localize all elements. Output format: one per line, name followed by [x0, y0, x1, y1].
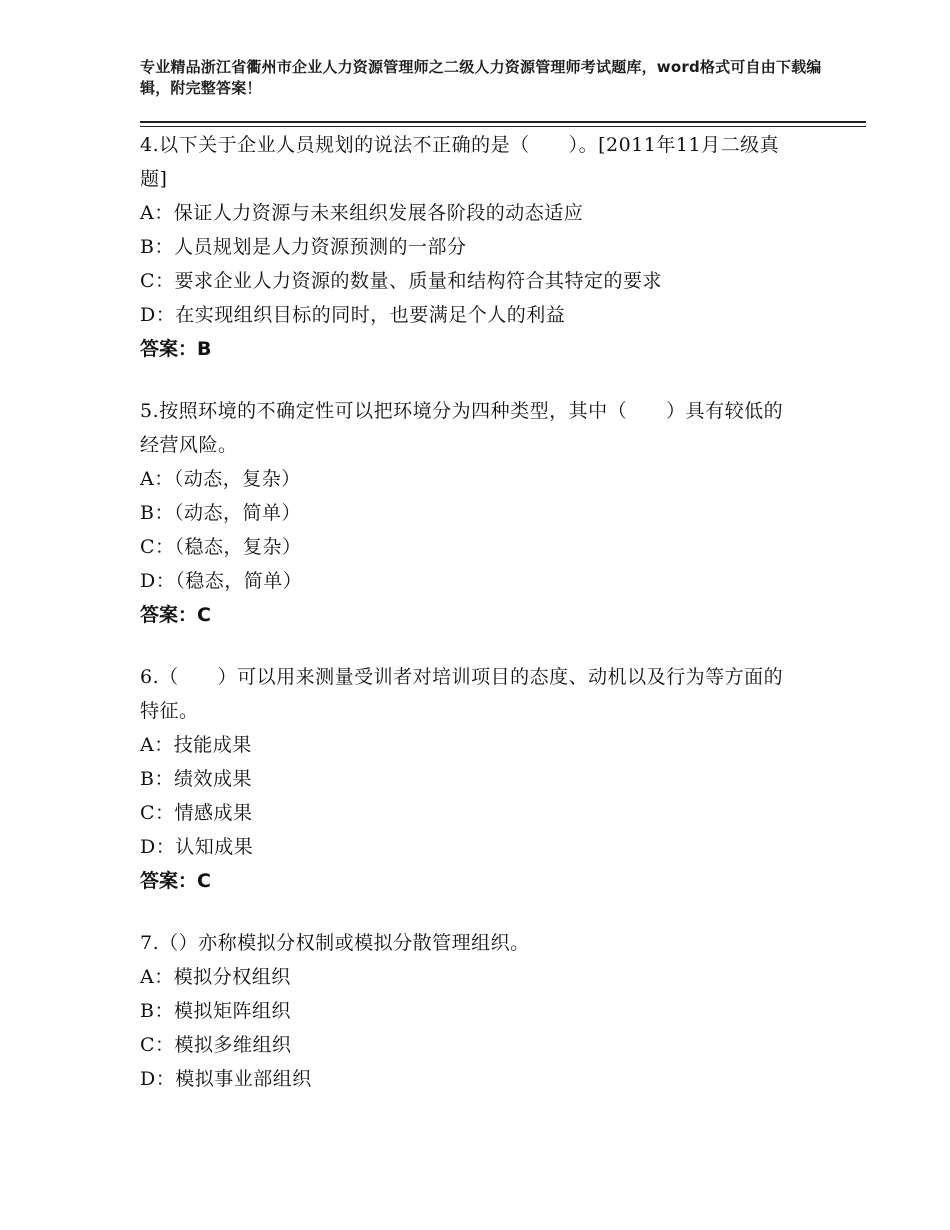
- question-6: [140, 660, 800, 898]
- option-d: D：（稳态，简单）: [140, 570, 303, 592]
- option-a: A：保证人力资源与未来组织发展各阶段的动态适应: [140, 202, 584, 224]
- option-d: D：模拟事业部组织: [140, 1068, 312, 1090]
- question-stem: 4.以下关于企业人员规划的说法不正确的是（ ）。[2011年11月二级真题]: [140, 134, 780, 190]
- option-a: A：技能成果: [140, 734, 252, 756]
- option-d: D：在实现组织目标的同时，也要满足个人的利益: [140, 304, 566, 326]
- option-a: A：模拟分权组织: [140, 966, 291, 988]
- question-list: [140, 128, 800, 1124]
- question-4: [140, 128, 800, 366]
- option-b: B：人员规划是人力资源预测的一部分: [140, 236, 467, 258]
- option-c: C：（稳态，复杂）: [140, 536, 302, 558]
- header-divider-thick: [140, 121, 866, 123]
- answer-label: 答案：C: [140, 870, 211, 892]
- option-b: B：模拟矩阵组织: [140, 1000, 291, 1022]
- question-stem: 7.（）亦称模拟分权制或模拟分散管理组织。: [140, 932, 530, 954]
- question-5: [140, 394, 800, 632]
- document-header: 专业精品浙江省衢州市企业人力资源管理师之二级人力资源管理师考试题库，word格式可自由下载编辑，附完整答案！: [140, 58, 822, 97]
- answer-label: 答案：C: [140, 604, 211, 626]
- header-divider-thin: [140, 126, 866, 127]
- question-7: [140, 926, 800, 1096]
- option-b: B：绩效成果: [140, 768, 252, 790]
- option-d: D：认知成果: [140, 836, 254, 858]
- option-a: A：（动态，复杂）: [140, 468, 301, 490]
- option-b: B：（动态，简单）: [140, 502, 301, 524]
- question-stem: 6.（ ）可以用来测量受训者对培训项目的态度、动机以及行为等方面的特征。: [140, 666, 784, 722]
- option-c: C：情感成果: [140, 802, 253, 824]
- option-c: C：模拟多维组织: [140, 1034, 292, 1056]
- question-stem: 5.按照环境的不确定性可以把环境分为四种类型，其中（ ）具有较低的经营风险。: [140, 400, 784, 456]
- answer-label: 答案：B: [140, 338, 212, 360]
- option-c: C：要求企业人力资源的数量、质量和结构符合其特定的要求: [140, 270, 663, 292]
